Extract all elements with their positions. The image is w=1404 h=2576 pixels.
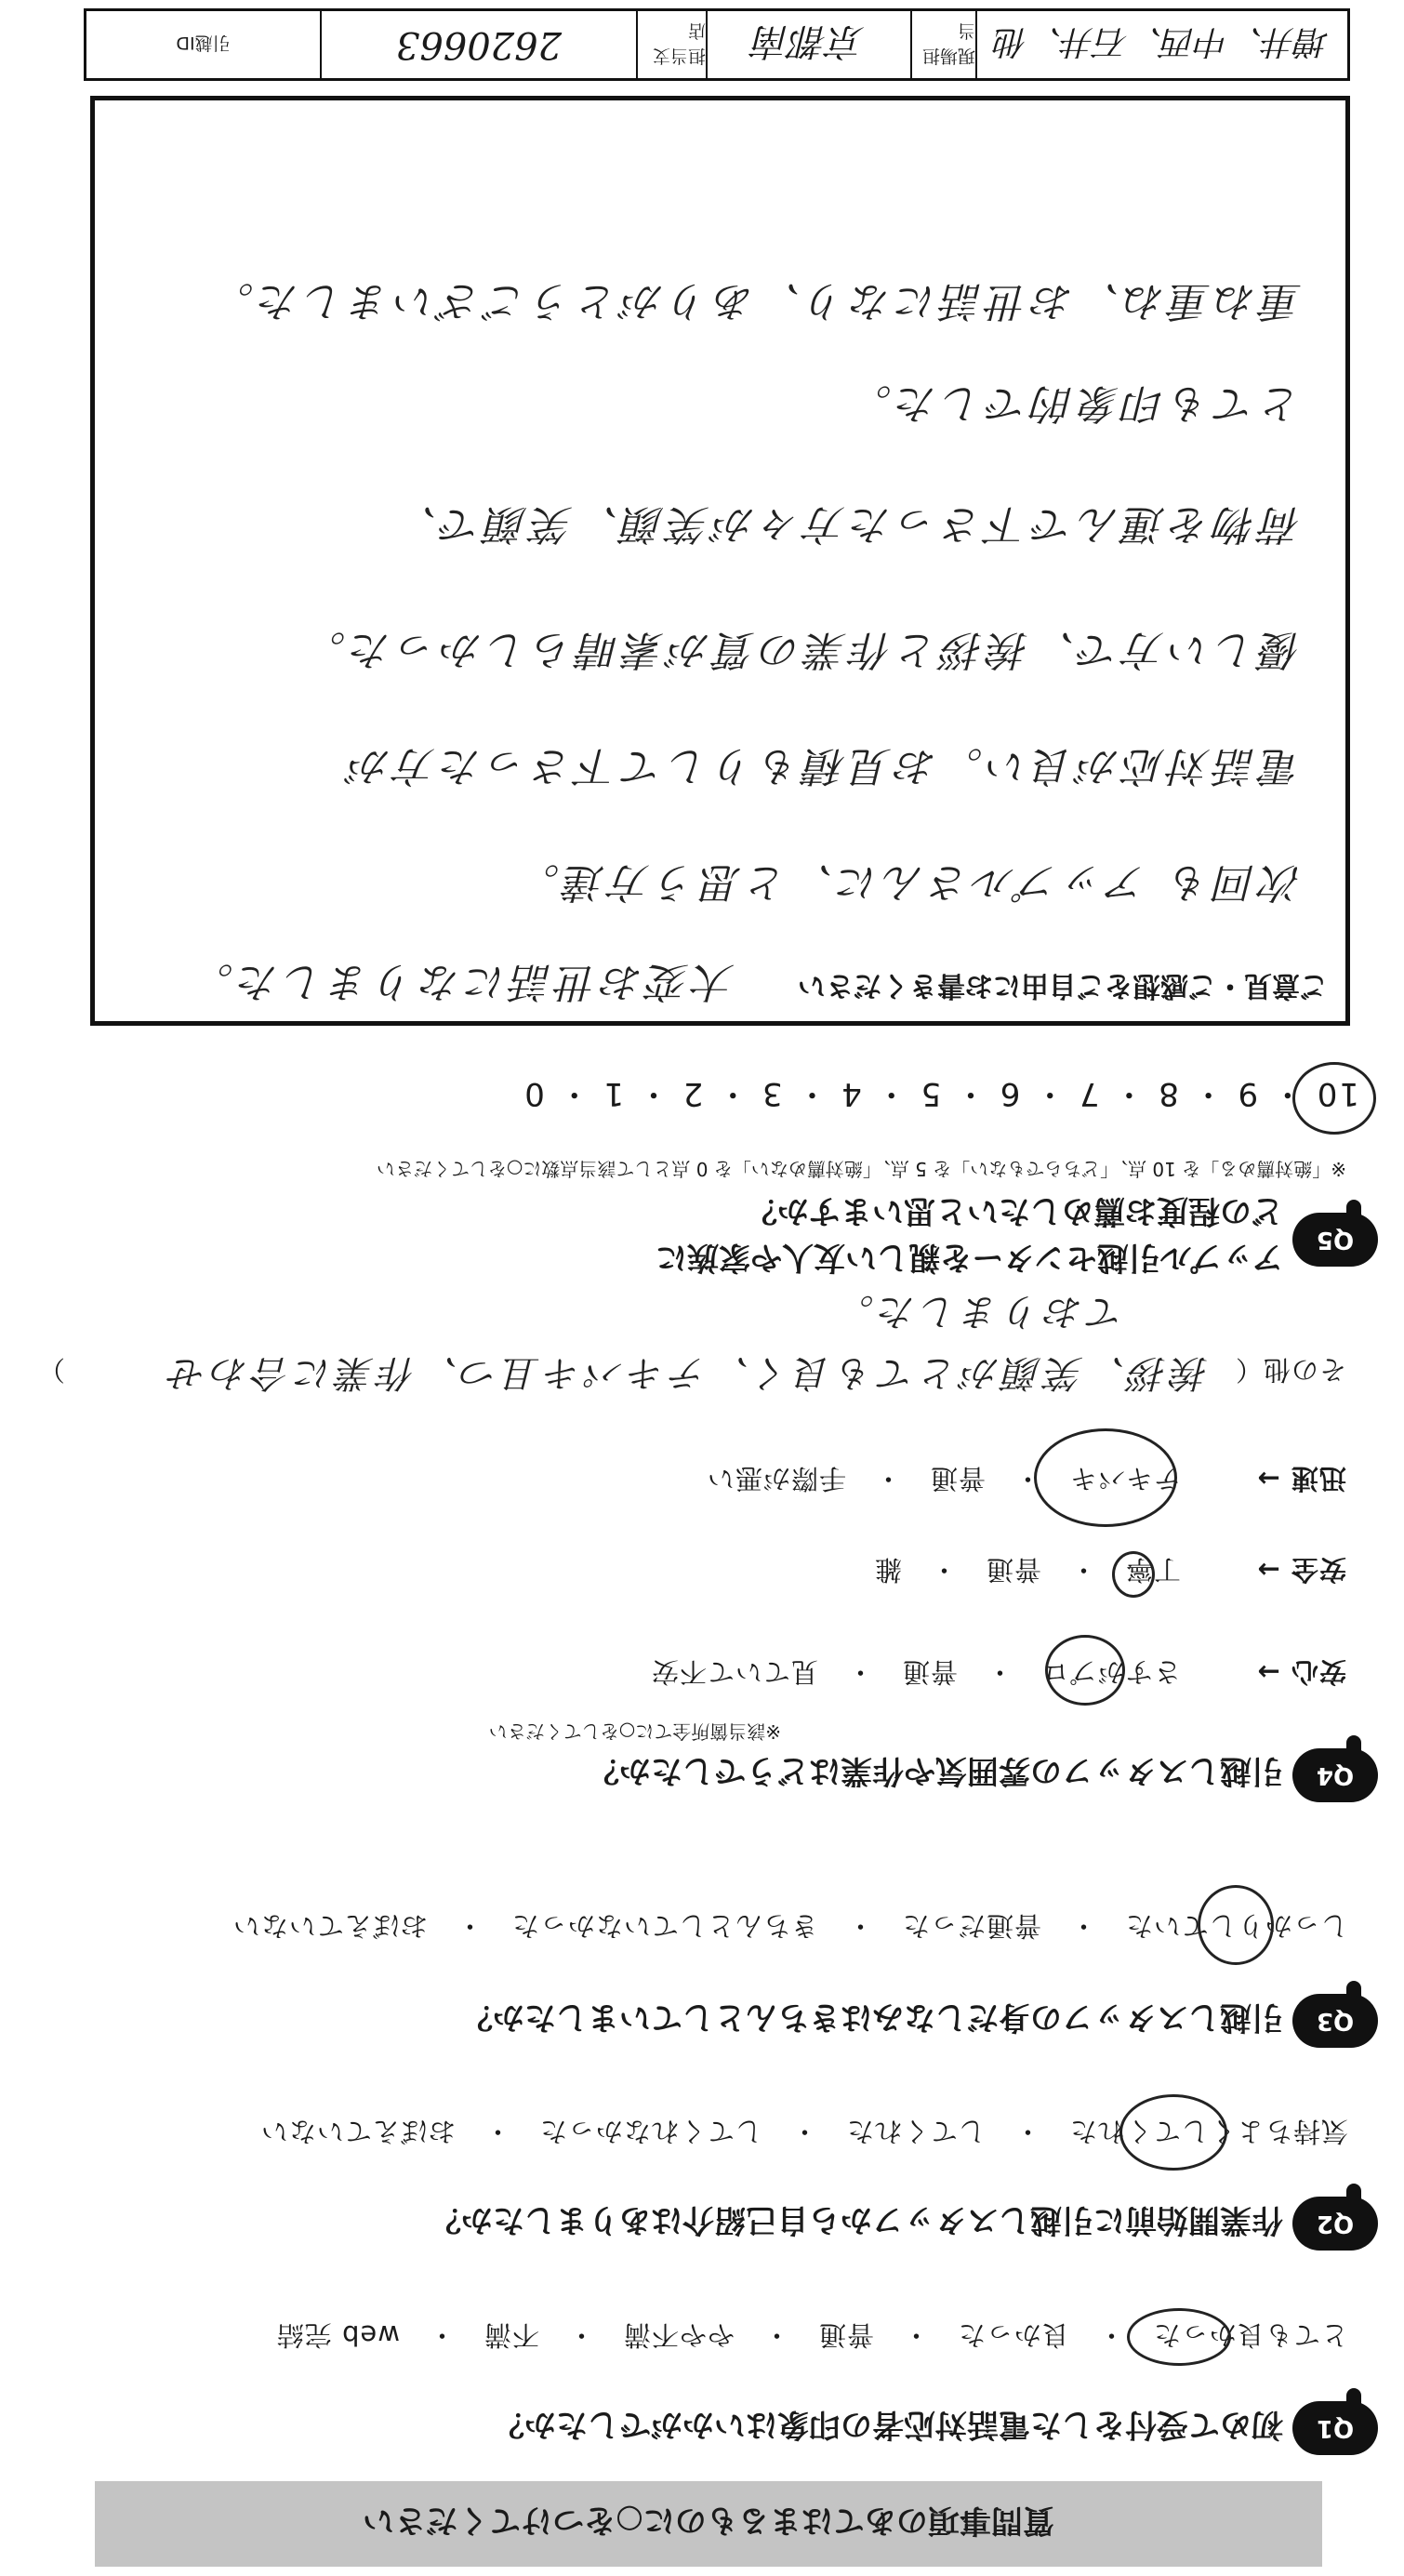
- q2-question: 作業開始前に引越しスタッフから自己紹介はありましたか？: [430, 2201, 1283, 2238]
- q2-badge: Q2: [1292, 2197, 1378, 2251]
- comment-line-4: 優しい方で、挨拶と作業の質が素晴らしかった。: [299, 626, 1302, 673]
- q4-badge: Q4: [1292, 1748, 1378, 1802]
- q4-note: ※該当箇所全てに○をしてください: [488, 1720, 781, 1743]
- q4-row-jinsoku-options: テキパキ ・ 普通 ・ 手際が悪い: [706, 1463, 1181, 1494]
- q2-answer-circle: [1119, 2094, 1227, 2171]
- q4-anshin-answer-circle: [1045, 1635, 1125, 1706]
- q4-other-label: その他（: [1234, 1354, 1346, 1386]
- q5-question-line2: どの程度お薦めしたいと思いますか？: [746, 1192, 1283, 1229]
- q3-question: 引越しスタッフの身だしなみはきちんとしていましたか？: [461, 1998, 1283, 2036]
- comment-line-6: とても印象的でした。: [846, 379, 1302, 427]
- q4-jinsoku-answer-circle: [1034, 1428, 1177, 1527]
- comment-line-7: 重ね重ね、お世話になり、ありがとうございました。: [208, 277, 1302, 325]
- id-table: [84, 8, 1350, 81]
- q1-badge: Q1: [1292, 2401, 1378, 2455]
- q4-anzen-answer-circle: [1112, 1551, 1155, 1598]
- q5-question-line1: アップル引越センターを親しい友人や家族に: [656, 1239, 1283, 1276]
- q1-question: 初めて受付をした電話対応者の印象はいかがでしたか？: [493, 2406, 1283, 2443]
- comment-line-2: 次回も アップルさんに、と思う方達。: [513, 858, 1302, 906]
- q4-row-anzen-label: 安全 →: [1256, 1554, 1346, 1586]
- q5-note: ※「絶対薦める」を 10 点、「どちらでもない」を 5 点、「絶対薦めない」を 0 点として該当点数に○をしてください: [376, 1158, 1346, 1180]
- branch-label: 担当支店: [636, 11, 706, 78]
- comment-line-3: 電話対応が良い。お見積もりして下さった方が: [345, 742, 1302, 790]
- team-value: 増井、中西、石井、他: [975, 11, 1347, 78]
- q4-row-anzen-options: 丁寧 ・ 普通 ・ 雑: [873, 1554, 1181, 1586]
- team-label: 現場担当: [910, 11, 975, 78]
- id-label: 引越ID: [176, 33, 231, 54]
- q4-question: 引越しスタッフの雰囲気や作業はどうでしたか？: [588, 1752, 1283, 1789]
- q4-other-handwriting-cont: ておりました。: [832, 1290, 1125, 1333]
- q4-row-anshin-options: さすがプロ ・ 普通 ・ 見ていて不安: [650, 1656, 1181, 1688]
- instruction-banner: 質問事項のあてはまるものに○をつけてください: [95, 2481, 1322, 2567]
- q5-answer-circle: [1292, 1062, 1376, 1135]
- q3-options: しっかりしていた ・ 普通だった ・ きちんとしていなかった ・ おぼえていない: [232, 1910, 1348, 1942]
- branch-value: 京都南: [706, 11, 910, 78]
- q4-other-close: ）: [36, 1354, 65, 1386]
- q1-options: とても良かった ・ 良かった ・ 普通 ・ やや不満 ・ 不満 ・ web 完結: [275, 2319, 1348, 2351]
- q1-answer-circle: [1127, 2308, 1231, 2366]
- q5-scale: 10 ・ 9 ・ 8 ・ 7 ・ 6 ・ 5 ・ 4 ・ 3 ・ 2 ・ 1 ・ 0: [523, 1075, 1359, 1112]
- q4-row-jinsoku-label: 迅速 →: [1256, 1463, 1346, 1494]
- q3-badge: Q3: [1292, 1994, 1378, 2048]
- comment-line-5: 荷物を運んで下さった方々が笑顔、笑顔で、: [391, 500, 1302, 548]
- id-value: 2620663: [320, 11, 636, 78]
- comment-line-1: 大変お世話になりました。: [188, 958, 735, 1005]
- q2-options: 気持ちよくしてくれた ・ してくれた ・ してくれなかった ・ おぼえていない: [259, 2116, 1348, 2147]
- q5-badge: Q5: [1292, 1213, 1378, 1267]
- comment-heading: ご意見・ご感想をご自由にお書きください: [798, 969, 1328, 1002]
- q4-row-anshin-label: 安心 →: [1256, 1656, 1346, 1688]
- q4-other-handwriting: 挨拶、笑顔がとても良く、テキパキ且つ、作業に合わせ: [165, 1351, 1209, 1394]
- q3-answer-circle: [1198, 1885, 1274, 1965]
